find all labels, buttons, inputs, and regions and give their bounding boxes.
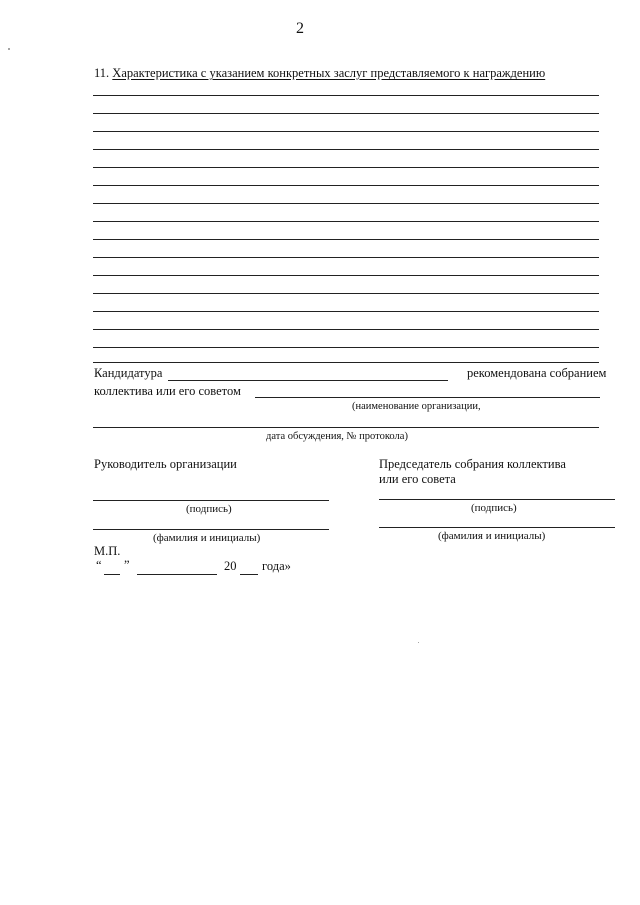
writing-line[interactable] [93,185,599,186]
protocol-field[interactable] [93,427,599,428]
left-signature-field[interactable] [93,500,329,501]
left-signer-title: Руководитель организации [94,457,237,471]
left-name-hint: (фамилия и инициалы) [153,532,261,544]
writing-line[interactable] [93,239,599,240]
writing-line[interactable] [93,329,599,330]
right-signer-title-1: Председатель собрания коллектива [379,457,566,471]
date-quote-open: “ [96,558,102,572]
right-signature-hint: (подпись) [471,502,517,514]
writing-line[interactable] [93,167,599,168]
writing-line[interactable] [93,293,599,294]
left-name-field[interactable] [93,529,329,530]
writing-line[interactable] [93,149,599,150]
organization-field[interactable] [255,397,600,398]
writing-line[interactable] [93,275,599,276]
seal-label: М.П. [94,544,121,558]
date-quote-close: ” [124,558,130,572]
writing-line[interactable] [93,221,599,222]
year-prefix: 20 [224,559,237,573]
day-field[interactable] [104,574,120,575]
writing-line[interactable] [93,95,599,96]
left-signature-hint: (подпись) [186,503,232,515]
right-name-hint: (фамилия и инициалы) [438,530,546,542]
writing-line[interactable] [93,203,599,204]
writing-line[interactable] [93,257,599,258]
writing-line[interactable] [93,362,599,363]
scan-speck [418,642,419,643]
writing-line[interactable] [93,131,599,132]
month-field[interactable] [137,574,217,575]
protocol-hint: дата обсуждения, № протокола) [266,431,408,442]
scan-speck [8,48,10,50]
right-name-field[interactable] [379,527,615,528]
collective-label: коллектива или его советом [94,384,241,398]
organization-hint: (наименование организации, [352,401,481,412]
right-signature-field[interactable] [379,499,615,500]
year-suffix: года» [262,559,291,573]
writing-line[interactable] [93,311,599,312]
recommended-label: рекомендована собранием [467,366,607,380]
candidacy-field[interactable] [168,380,448,381]
section-number: 11. [94,66,110,80]
page-number: 2 [296,20,304,37]
right-signer-title-2: или его совета [379,472,456,486]
writing-line[interactable] [93,113,599,114]
section-heading [94,66,545,81]
writing-line[interactable] [93,347,599,348]
candidacy-label: Кандидатура [94,366,163,380]
section-title: Характеристика с указанием конкретных заслуг представляемого к награждению [112,66,546,80]
year-field[interactable] [240,574,258,575]
